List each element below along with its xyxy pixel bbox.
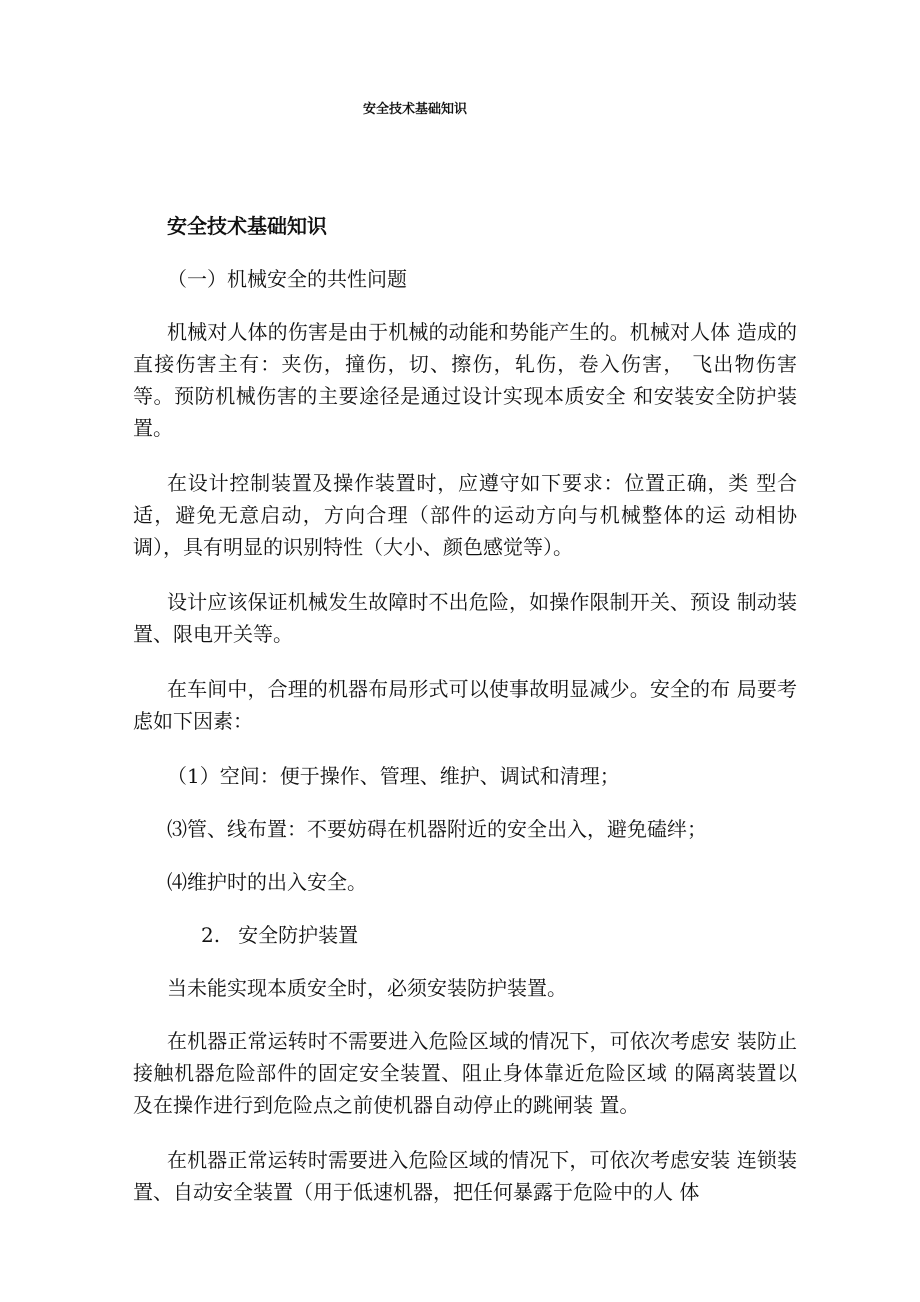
list-item-maintenance-access: ⑷维护时的出入安全。 [167, 870, 367, 894]
subsection-heading [133, 919, 797, 951]
paragraph-entry-guards: 在机器正常运转时需要进入危险区域的情况下，可依次考虑安装 连锁装置、自动安全装置（用于低速机器，把任何暴露于危险中的人 体 [133, 1148, 797, 1204]
paragraph-mechanical-injury: 机械对人体的伤害是由于机械的动能和势能产生的。机械对人体 造成的直接伤害主有：夹伤，撞伤，切、擦伤，轧伤，卷入伤害， 飞出物伤害等。预防机械伤害的主要途径是通过设计实现本质安全 和安装安全防护装置。 [133, 320, 797, 440]
paragraph-workshop-layout: 在车间中，合理的机器布局形式可以使事故明显减少。安全的布 局要考虑如下因素： [133, 677, 797, 733]
subsection-number: 2. [201, 923, 221, 947]
section-heading: （一）机械安全的共性问题 [167, 267, 407, 291]
document-body [133, 209, 797, 1208]
paragraph-failure-safety: 设计应该保证机械发生故障时不出危险，如操作限制开关、预设 制动装置、限电开关等。 [133, 590, 797, 646]
list-item-space: （1）空间：便于操作、管理、维护、调试和清理； [167, 764, 620, 788]
paragraph-control-design: 在设计控制装置及操作装置时，应遵守如下要求：位置正确，类 型合适，避免无意启动，方向合理（部件的运动方向与机械整体的运 动相协调），具有明显的识别特性（大小、颜色感觉等）。 [133, 471, 797, 559]
list-item-pipes-lines: ⑶管、线布置：不要妨碍在机器附近的安全出入，避免磕绊； [167, 817, 707, 841]
subsection-title: 安全防护装置 [238, 923, 359, 947]
running-header-title: 安全技术基础知识 [362, 102, 467, 117]
document-title: 安全技术基础知识 [167, 214, 327, 238]
paragraph-no-entry-guards: 在机器正常运转时不需要进入危险区域的情况下，可依次考虑安 装防止接触机器危险部件的固定安全装置、阻止身体靠近危险区域 的隔离装置以及在操作进行到危险点之前使机器自动停止的跳闸装 置。 [133, 1029, 797, 1117]
paragraph-install-guards: 当未能实现本质安全时，必须安装防护装置。 [167, 976, 567, 1000]
